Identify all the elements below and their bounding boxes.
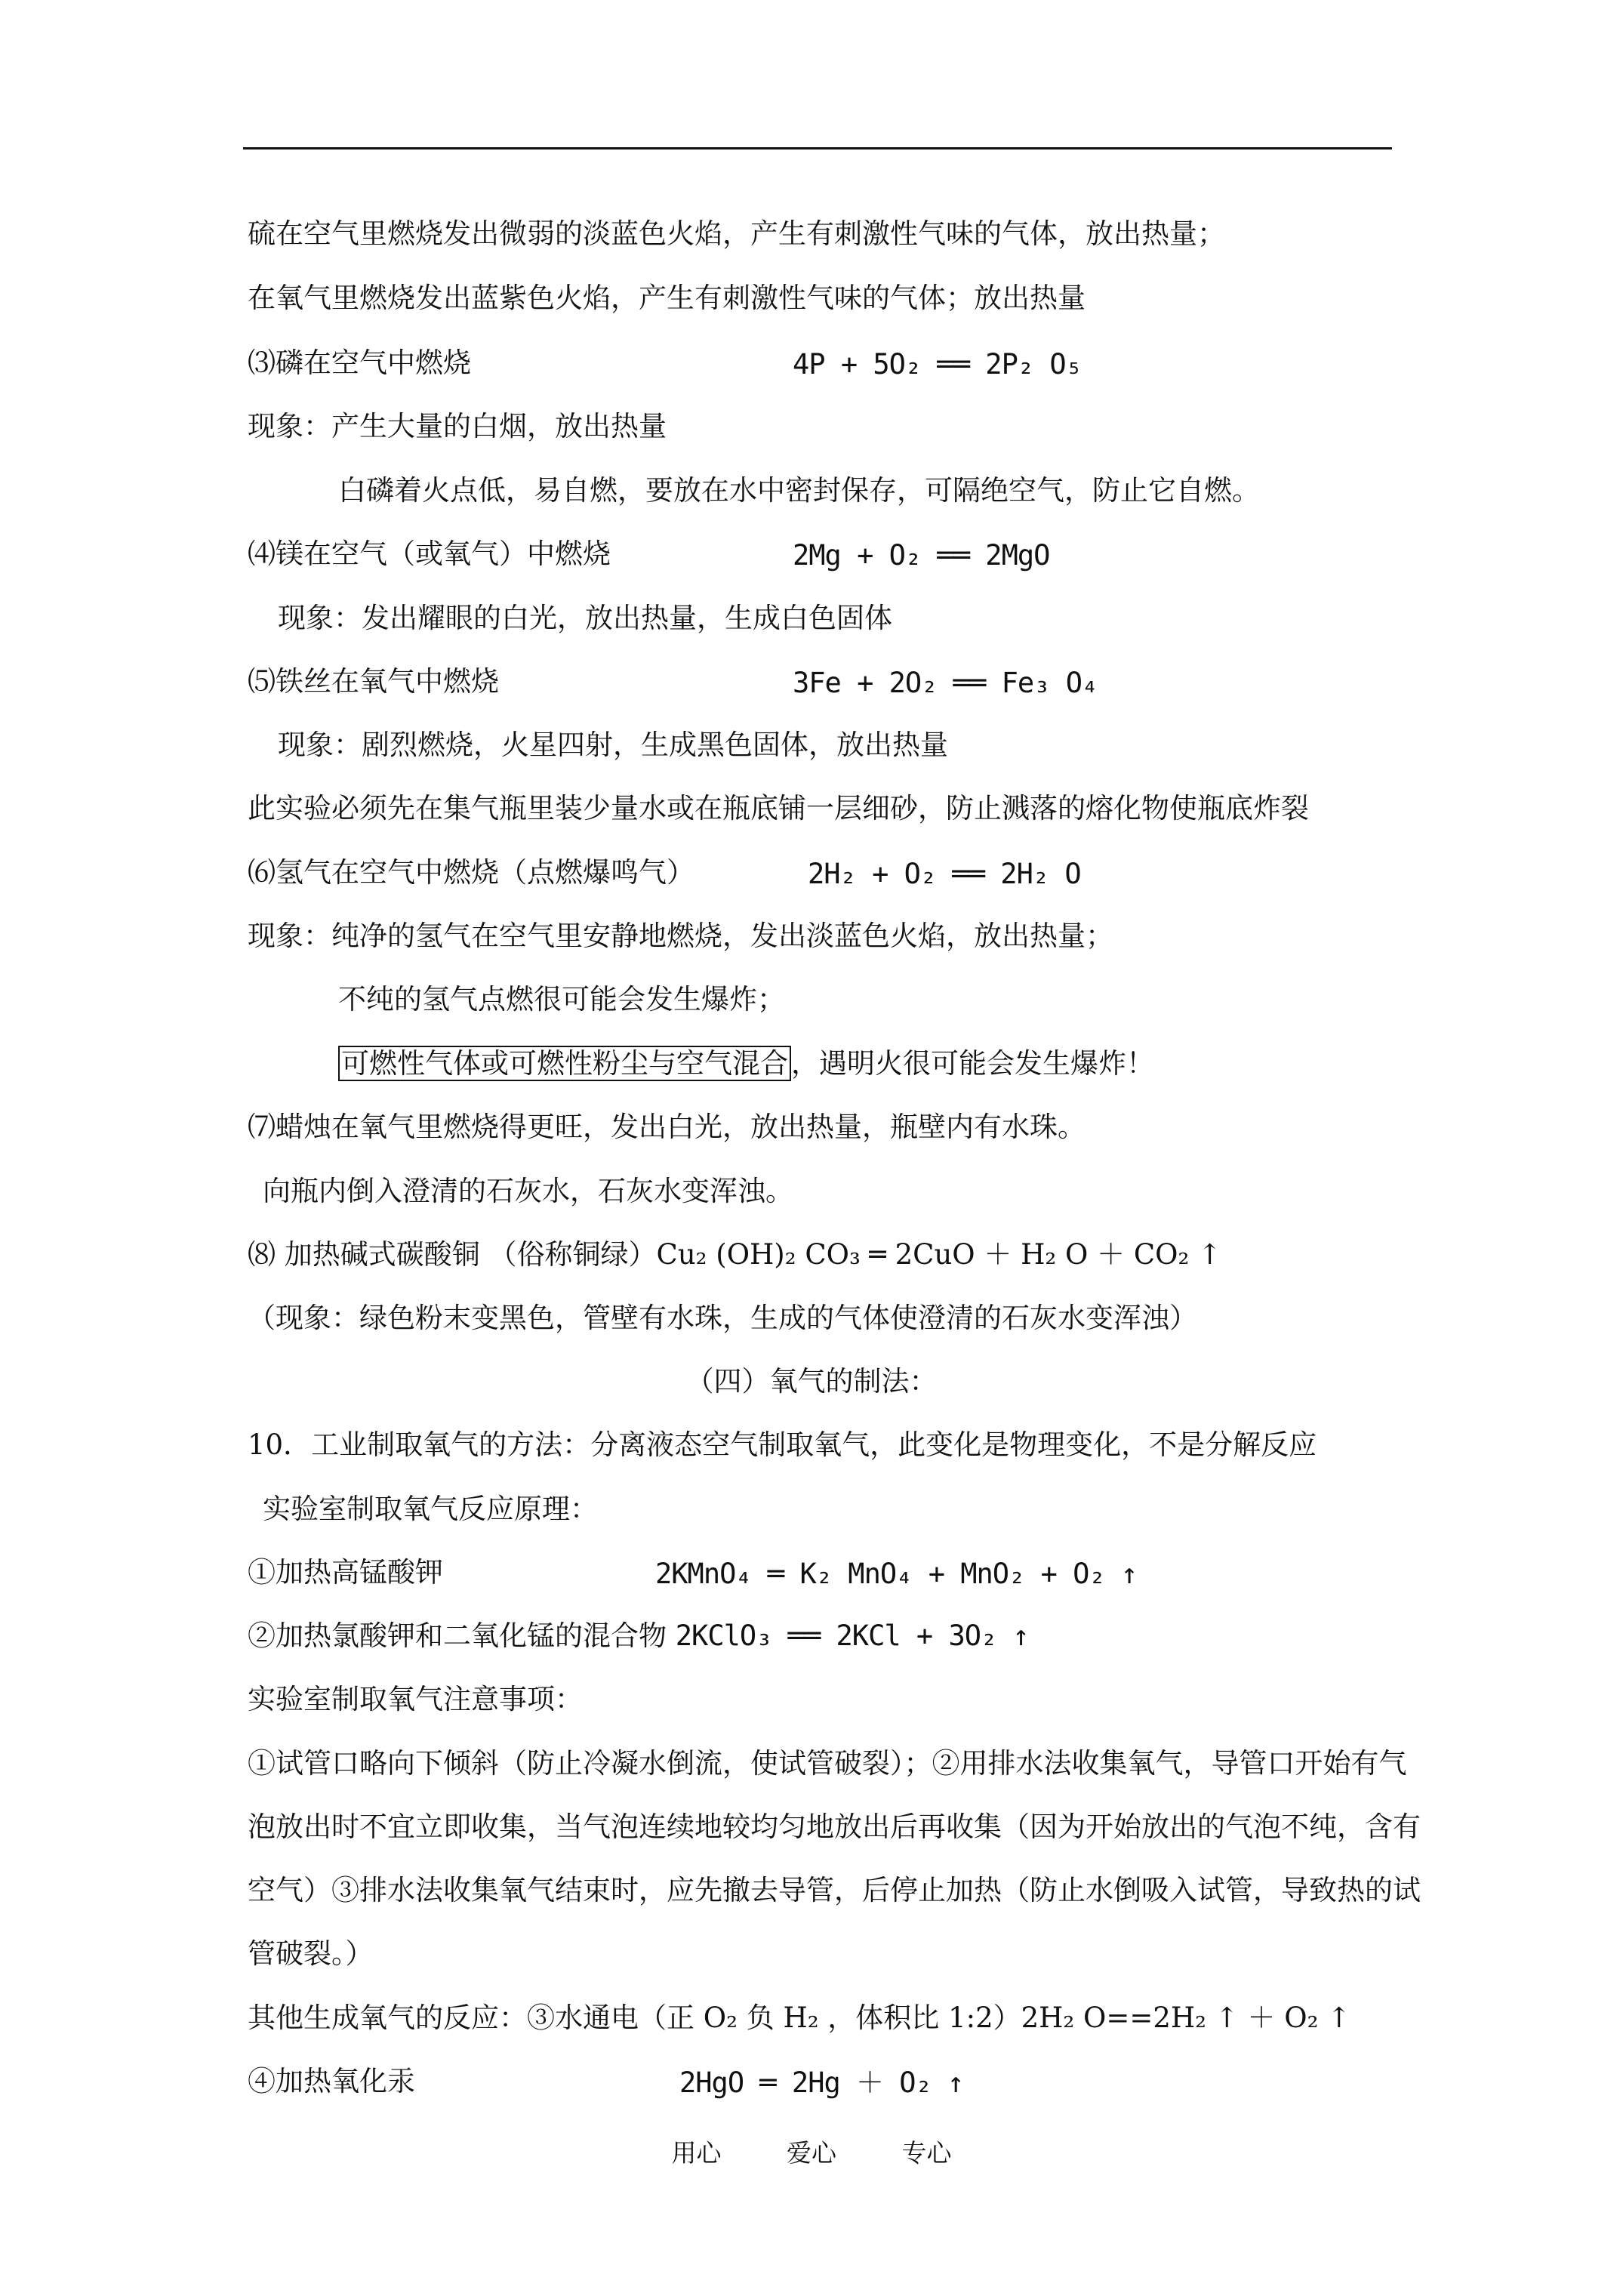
equation-phosphorus: 4P + 5O₂ ══ 2P₂ O₅ (793, 348, 1082, 381)
text-line: 现象：剧烈燃烧，火星四射，生成黑色固体，放出热量 (278, 729, 948, 761)
text-line: 泡放出时不宜立即收集，当气泡连续地较均匀地放出后再收集（因为开始放出的气泡不纯，含有 (248, 1811, 1421, 1843)
page-footer (0, 2137, 1623, 2170)
text-line: 其他生成氧气的反应：③水通电（正 O₂ 负 H₂ ，体积比 1:2）2H₂ O==2H₂ ↑ ＋ O₂ ↑ (248, 2002, 1351, 2034)
text-line: ⑹氢气在空气中燃烧（点燃爆鸣气） (248, 856, 694, 889)
text-fragment: ，遇明火很可能会发生爆炸！ (791, 1047, 1154, 1080)
equation-kmno4: 2KMnO₄ ═ K₂ MnO₄ + MnO₂ + O₂ ↑ (655, 1558, 1138, 1590)
text-line: 现象：纯净的氢气在空气里安静地燃烧，发出淡蓝色火焰，放出热量； (248, 920, 1113, 952)
text-line: 向瓶内倒入澄清的石灰水，石灰水变浑浊。 (263, 1175, 793, 1207)
footer-word: 用心 (671, 2138, 722, 2168)
text-line: ⑷镁在空气（或氧气）中燃烧 (248, 538, 611, 570)
text-line: 实验室制取氧气注意事项： (248, 1683, 583, 1715)
footer-word: 专心 (901, 2138, 952, 2168)
text-line (248, 1617, 1029, 1655)
equation-kclo3: 2KClO₃ ══ 2KCl + 3O₂ ↑ (675, 1620, 1029, 1652)
header-rule (243, 147, 1392, 149)
text-line: ①试管口略向下倾斜（防止冷凝水倒流，使试管破裂）；②用排水法收集氧气，导管口开始有气 (248, 1747, 1407, 1780)
text-line: ①加热高锰酸钾 (248, 1556, 443, 1589)
equation-magnesium: 2Mg + O₂ ══ 2MgO (793, 539, 1050, 572)
text-line: ④加热氧化汞 (248, 2065, 415, 2097)
text-line: 空气）③排水法收集氧气结束时，应先撤去导管，后停止加热（防止水倒吸入试管，导致热的试 (248, 1874, 1421, 1906)
text-line: 在氧气里燃烧发出蓝紫色火焰，产生有刺激性气味的气体；放出热量 (248, 282, 1086, 314)
boxed-highlight: 可燃性气体或可燃性粉尘与空气混合 (338, 1046, 791, 1081)
section-heading: （四）氧气的制法： (685, 1365, 938, 1398)
text-line: ⑶磷在空气中燃烧 (248, 347, 471, 379)
equation-iron: 3Fe + 2O₂ ══ Fe₃ O₄ (793, 667, 1098, 699)
text-line (338, 1045, 1154, 1083)
text-line: ⑺蜡烛在氧气里燃烧得更旺，发出白光，放出热量，瓶壁内有水珠。 (248, 1111, 1086, 1143)
text-line: 现象：发出耀眼的白光，放出热量，生成白色固体 (278, 602, 892, 634)
text-line: （现象：绿色粉末变黑色，管壁有水珠，生成的气体使澄清的石灰水变浑浊） (248, 1302, 1197, 1334)
text-line: ⑸铁丝在氧气中燃烧 (248, 665, 499, 698)
text-line: 10．工业制取氧气的方法：分离液态空气制取氧气，此变化是物理变化，不是分解反应 (248, 1428, 1317, 1461)
equation-hgo: 2HgO ═ 2Hg ＋ O₂ ↑ (679, 2066, 964, 2099)
text-line: 现象：产生大量的白烟，放出热量 (248, 410, 667, 442)
text-line: 管破裂。） (248, 1937, 374, 1970)
text-line: 硫在空气里燃烧发出微弱的淡蓝色火焰，产生有刺激性气味的气体，放出热量； (248, 217, 1225, 250)
text-line: 白磷着火点低，易自燃，要放在水中密封保存，可隔绝空气，防止它自燃。 (338, 474, 1260, 507)
equation-hydrogen: 2H₂ + O₂ ══ 2H₂ O (808, 858, 1081, 890)
text-line: 不纯的氢气点燃很可能会发生爆炸； (338, 983, 785, 1015)
text-line: ⑻ 加热碱式碳酸铜 （俗称铜绿）Cu₂ (OH)₂ CO₃ ═ 2CuO ＋ H₂ O ＋ CO₂ ↑ (248, 1238, 1222, 1271)
text-line: 实验室制取氧气反应原理： (263, 1493, 598, 1525)
text-line: 此实验必须先在集气瓶里装少量水或在瓶底铺一层细砂，防止溅落的熔化物使瓶底炸裂 (248, 792, 1309, 824)
footer-word: 爱心 (787, 2138, 836, 2168)
text-fragment: ②加热氯酸钾和二氧化锰的混合物 (248, 1620, 667, 1652)
